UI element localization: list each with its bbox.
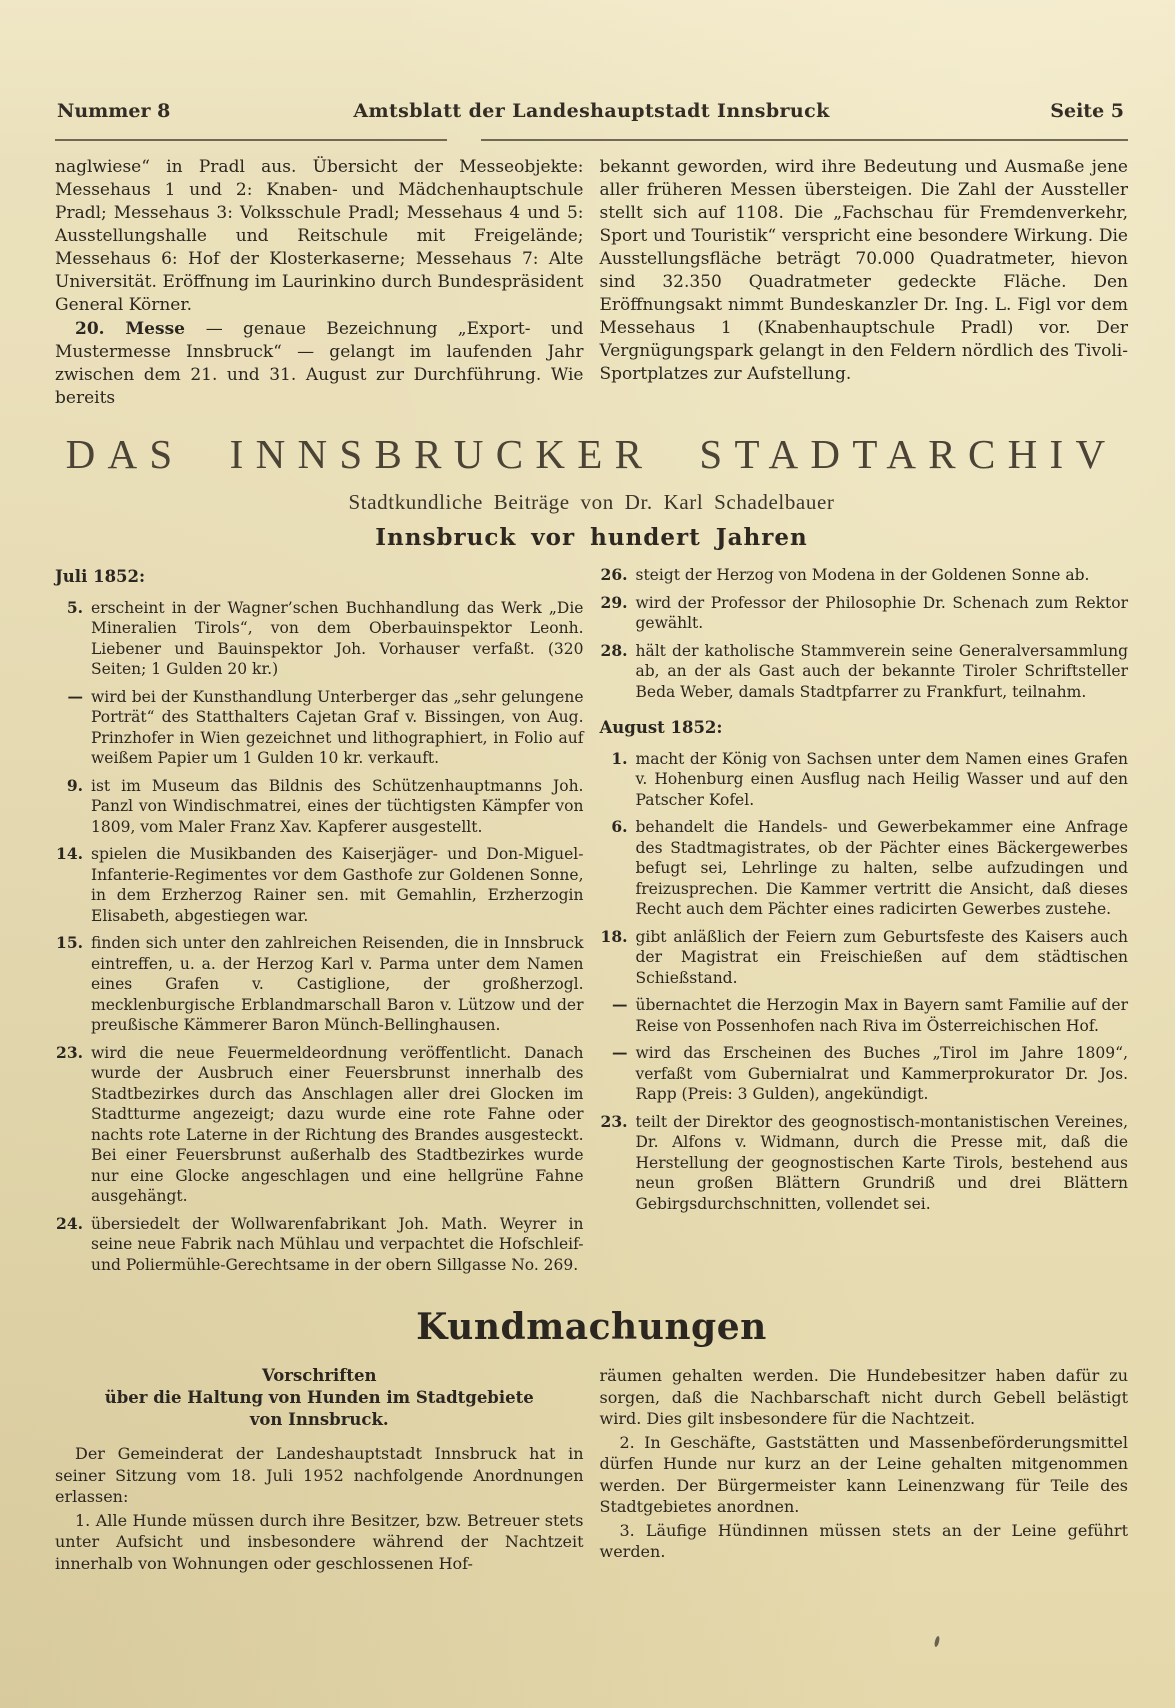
entry-text: steigt der Herzog von Modena in der Goldenen Sonne ab. (635, 566, 1090, 584)
chronicle-entry (55, 1214, 584, 1276)
rule-segment-left (55, 139, 447, 141)
chronicle-entry (600, 817, 1129, 920)
entry-number: 18. (600, 926, 628, 946)
paragraph: Der Gemeinderat der Landeshauptstadt Innsbruck hat in seiner Sitzung vom 18. Juli 1952 nachfolgende Anordnungen erlassen: (55, 1444, 584, 1506)
vorschriften-heading-line: von Innsbruck. (249, 1410, 389, 1429)
chronicle-entry (55, 776, 584, 838)
entry-number: 14. (56, 844, 83, 863)
entry-text: wird bei der Kunsthandlung Unterberger das „sehr gelungene Porträt“ des Statthalters Cajetan Graf v. Bissingen, von Aug. Prinzhofer in Wien gezeichnet und lithographiert, in Folio auf weißem Papier um 1 Gulden 10 kr. verkauft. (91, 687, 584, 767)
chronicle-entry (55, 687, 584, 769)
ink-speck (934, 1636, 941, 1648)
entry-text: macht der König von Sachsen unter dem Namen eines Grafen v. Hohenburg einen Ausflug nach Heilig Wasser und auf den Patscher Kofel. (635, 749, 1128, 809)
entry-text: wird das Erscheinen des Buches „Tirol im Jahre 1809“, verfaßt vom Gubernialrat und Kammerprokurator Dr. Jos. Rapp (Preis: 3 Gulden), angekündigt. (635, 1044, 1128, 1103)
entry-text: gibt anläßlich der Feiern zum Geburtsfeste des Kaisers auch der Magistrat ein Freischießen auf dem städtischen Schießstand. (635, 927, 1128, 987)
entry-text: spielen die Musikbanden des Kaiserjäger- und Don-Miguel-Infanterie-Regimentes vor dem Gasthofe zur Goldenen Sonne, in dem Erzherzog Rainer sen. mit Gemahlin, Erzherzogin Elisabeth, abgestiegen war. (91, 845, 584, 925)
chronicle-entry (55, 598, 584, 680)
month-heading-august: August 1852: (599, 718, 723, 737)
entry-number: 26. (600, 565, 628, 584)
entry-text: wird die neue Feuermeldeordnung veröffentlicht. Danach wurde der Ausbruch einer Feuersbrunst innerhalb des Stadtbezirkes durch das Anschlagen aller drei Glocken im Stadtturme angezeigt; dazu wurde eine rote Fahne oder nachts rote Laterne in der Richtung des Brandes ausgesteckt. Bei einer Feuersbrunst außerhalb des Stadtbezirkes wurde nur eine Glocke angeschlagen und eine hellgrüne Fahne ausgehängt. (91, 1043, 584, 1205)
entry-number: — (612, 1043, 628, 1062)
entry-number: 23. (600, 1111, 628, 1131)
chronicle-right-column (600, 565, 1129, 1282)
entry-number: 23. (56, 1042, 83, 1062)
chronicle-entry (600, 1043, 1129, 1105)
messe-article-continuation (55, 156, 1128, 410)
paragraph: 3. Läufige Hündinnen müssen stets an der Leine geführt werden. (599, 1520, 1128, 1561)
entry-body: — genaue Bezeichnung „Export- und Mustermesse Innsbruck“ — gelangt im laufenden Jahr zwischen dem 21. und 31. August zur Durchführung. Wie bereits (55, 319, 584, 408)
vorschriften-heading-line: Vorschriften (262, 1366, 377, 1385)
entry-number: — (67, 686, 83, 706)
entry-number: 5. (66, 597, 83, 617)
chronicle-entry (600, 995, 1129, 1036)
entry-number: 15. (56, 933, 83, 952)
entry-text: übernachtet die Herzogin Max in Bayern samt Familie auf der Reise von Possenhofen nach Riva im Österreichischen Hof. (635, 996, 1128, 1035)
chronicle-entry (55, 844, 584, 926)
chronicle-entry (600, 593, 1129, 634)
month-heading-juli: Juli 1852: (55, 567, 146, 586)
entry-text: übersiedelt der Wollwarenfabrikant Joh. Math. Weyrer in seine neue Fabrik nach Mühlau und verpachtet die Hofschleif- und Poliermühle-Gerechtsame in der obern Sillgasse No. 269. (91, 1214, 584, 1274)
masthead-page-number: Seite 5 (1050, 100, 1124, 122)
chronicle-entry (600, 927, 1129, 989)
entry-number: — (612, 995, 628, 1014)
chronicle-entry (55, 933, 584, 1036)
entry-text: wird der Professor der Philosophie Dr. Schenach zum Rektor gewählt. (635, 593, 1128, 632)
paragraph: bekannt geworden, wird ihre Bedeutung und Ausmaße jene aller früheren Messen übersteigen. Die Zahl der Aussteller stellt sich auf 1108. Die „Fachschau für Fremdenverkehr, Sport und Touristik“ verspricht eine besondere Wirkung. Die Ausstellungsfläche beträgt 70.000 Quadratmeter, hievon sind 32.350 Quadratmeter gedeckte Fläche. Den Eröffnungsakt nimmt Bundeskanzler Dr. Ing. L. Figl vor dem Messehaus 1 (Knabenhauptschule Pradl) vor. Der Vergnügungspark gelangt in den Feldern nördlich des Tivoli-Sportplatzes zur Aufstellung. (599, 157, 1128, 384)
entry-text: behandelt die Handels- und Gewerbekammer eine Anfrage des Stadtmagistrates, ob der Pächter eines Bäckergewerbes befugt sei, Lehrlinge zu halten, selbe aufzudingen und freizusprechen. Die Kammer vertritt die Ansicht, daß dieses Recht auch dem Pächter eines radicirten Gewerbes zustehe. (635, 818, 1128, 918)
stadtarchiv-title: DAS INNSBRUCKER STADTARCHIV (65, 431, 1118, 477)
entry-text: finden sich unter den zahlreichen Reisenden, die in Innsbruck eintreffen, u. a. der Herzog Karl v. Parma unter dem Namen eines Grafen v. Castiglione, der großherzogl. mecklenburgische Erblandmarschall Baron v. Lützow und der preußische Kämmerer Baron Münch-Bellinghausen. (91, 934, 584, 1034)
entry-text: ist im Museum das Bildnis des Schützenhauptmanns Joh. Panzl von Windischmatrei, eines der tüchtigsten Kämpfer von 1809, vom Maler Franz Xav. Kapferer ausgestellt. (91, 776, 584, 836)
paragraph: naglwiese“ in Pradl aus. Übersicht der Messeobjekte: Messehaus 1 und 2: Knaben- und Mädchenhauptschule Pradl; Messehaus 3: Volksschule Pradl; Messehaus 4 und 5: Ausstellungshalle und Reitschule mit Freigelände; Messehaus 6: Hof der Klosterkaserne; Messehaus 7: Alte Universität. Eröffnung im Laurinkino durch Bundespräsident General Körner. (55, 157, 584, 315)
entry-lead: 20. Messe (75, 319, 206, 339)
stadtarchiv-subtitle: Stadtkundliche Beiträge von Dr. Karl Schadelbauer (348, 490, 835, 514)
vorschriften-heading-line: über die Haltung von Hunden im Stadtgebiete (104, 1388, 534, 1407)
kundmachungen-left-column (55, 1365, 584, 1574)
entry-number: 29. (600, 592, 628, 612)
masthead-rule (55, 139, 1128, 141)
paragraph: 1. Alle Hunde müssen durch ihre Besitzer, bzw. Betreuer stets unter Aufsicht und insbesondere während der Nachtzeit innerhalb von Wohnungen oder geschlossenen Hof- (55, 1510, 584, 1573)
entry-number: 24. (56, 1213, 83, 1233)
chronicle-entry (55, 1043, 584, 1207)
paragraph: 2. In Geschäfte, Gaststätten und Massenbeförderungsmittel dürfen Hunde nur kurz an der Leine gehalten mitgenommen werden. Der Bürgermeister kann Leinenzwang für Teile des Stadtgebietes anordnen. (599, 1432, 1128, 1516)
kundmachungen-title: Kundmachungen (416, 1306, 767, 1348)
chronicle-entry (600, 749, 1129, 811)
chronicle-entry (600, 565, 1129, 586)
vorschriften-heading (55, 1365, 584, 1431)
entry-number: 9. (66, 775, 83, 795)
top-article-right-column (600, 156, 1129, 410)
masthead (55, 0, 1128, 126)
chronicle-entries (55, 565, 1128, 1282)
entry-number: 1. (611, 748, 628, 768)
series-title: Innsbruck vor hundert Jahren (375, 524, 808, 551)
chronicle-entry (600, 641, 1129, 703)
paragraph (55, 318, 584, 410)
masthead-issue: Nummer 8 (57, 100, 171, 122)
entry-text: teilt der Direktor des geognostisch-montanistischen Vereines, Dr. Alfons v. Widmann, durch die Presse mit, daß die Herstellung der geognostischen Karte Tirols, bestehend aus neun großen Blättern Grundriß und drei Blättern Gebirgsdurchschnitten, vollendet sei. (635, 1112, 1128, 1213)
chronicle-entry (600, 1112, 1129, 1215)
entry-number: 6. (611, 817, 628, 836)
entry-text: hält der katholische Stammverein seine Generalversammlung ab, an der als Gast auch der bekannte Tiroler Schriftsteller Beda Weber, damals Stadtpfarrer zu Frankfurt, teilnahm. (635, 641, 1128, 701)
masthead-title: Amtsblatt der Landeshauptstadt Innsbruck (353, 100, 830, 122)
stadtarchiv-header (55, 430, 1128, 551)
top-article-left-column (55, 156, 584, 410)
kundmachungen-section (55, 1365, 1128, 1574)
chronicle-left-column (55, 565, 584, 1282)
paragraph: räumen gehalten werden. Die Hundebesitzer haben dafür zu sorgen, daß die Nachbarschaft nicht durch Gebell belästigt wird. Dies gilt insbesondere für die Nachtzeit. (599, 1366, 1128, 1428)
entry-number: 28. (600, 640, 628, 660)
kundmachungen-right-column (600, 1365, 1129, 1574)
rule-segment-right (481, 139, 1128, 141)
entry-text: erscheint in der Wagner’schen Buchhandlung das Werk „Die Mineralien Tirols“, von dem Oberbauinspektor Leonh. Liebener und Bauinspektor Joh. Vorhauser verfaßt. (320 Seiten; 1 Gulden 20 kr.) (91, 598, 584, 678)
